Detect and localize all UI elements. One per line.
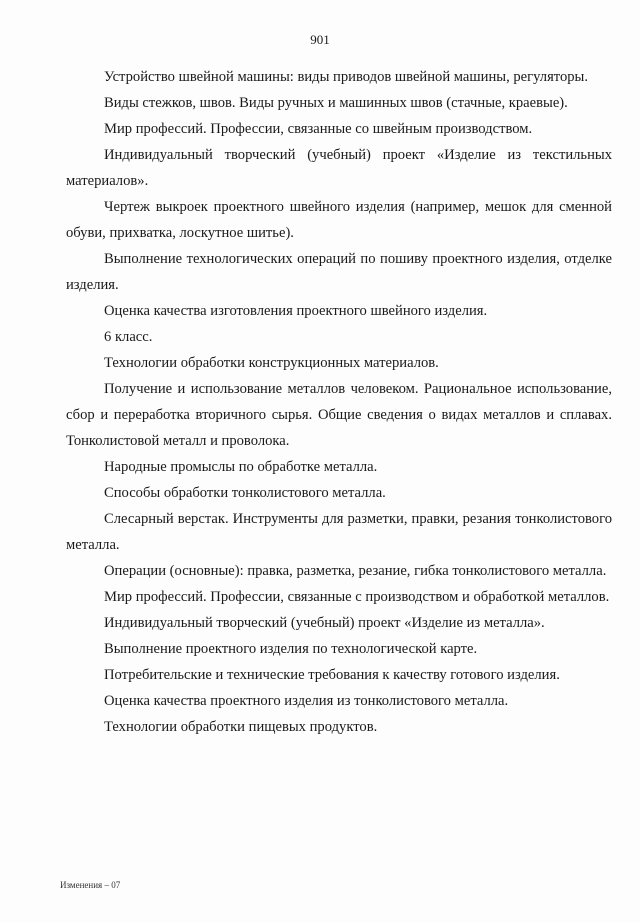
paragraph: Чертеж выкроек проектного швейного изделия (например, мешок для сменной обуви, прихватка, лоскутное шитье).	[66, 199, 612, 241]
paragraph: Оценка качества проектного изделия из тонколистового металла.	[104, 693, 509, 709]
paragraph: Выполнение проектного изделия по технологической карте.	[104, 641, 478, 657]
paragraph: Индивидуальный творческий (учебный) проект «Изделие из металла».	[104, 615, 545, 631]
footer-revision-note: Изменения – 07	[60, 880, 121, 890]
paragraph: Потребительские и технические требования к качеству готового изделия.	[104, 667, 560, 683]
paragraph: Устройство швейной машины: виды приводов швейной машины, регуляторы.	[104, 69, 589, 85]
paragraph: Индивидуальный творческий (учебный) проект «Изделие из текстильных материалов».	[66, 147, 612, 189]
paragraph: Способы обработки тонколистового металла.	[104, 485, 386, 501]
document-body	[66, 64, 612, 740]
paragraph: Виды стежков, швов. Виды ручных и машинных швов (стачные, краевые).	[104, 95, 568, 111]
paragraph: Оценка качества изготовления проектного швейного изделия.	[104, 303, 488, 319]
paragraph: Слесарный верстак. Инструменты для разметки, правки, резания тонколистового металла.	[66, 511, 612, 553]
paragraph: Технологии обработки пищевых продуктов.	[104, 719, 378, 735]
grade-heading: 6 класс.	[104, 329, 153, 345]
paragraph: Технологии обработки конструкционных материалов.	[104, 355, 439, 371]
paragraph: Выполнение технологических операций по пошиву проектного изделия, отделке изделия.	[66, 251, 612, 293]
paragraph: Операции (основные): правка, разметка, резание, гибка тонколистового металла.	[104, 563, 607, 579]
paragraph: Получение и использование металлов человеком. Рациональное использование, сбор и переработка вторичного сырья. Общие сведения о видах металлов и сплавах. Тонколистовой металл и проволока.	[66, 381, 612, 449]
paragraph: Мир профессий. Профессии, связанные с производством и обработкой металлов.	[104, 589, 610, 605]
paragraph: Народные промыслы по обработке металла.	[104, 459, 378, 475]
page-number: 901	[310, 32, 330, 47]
paragraph: Мир профессий. Профессии, связанные со швейным производством.	[104, 121, 533, 137]
